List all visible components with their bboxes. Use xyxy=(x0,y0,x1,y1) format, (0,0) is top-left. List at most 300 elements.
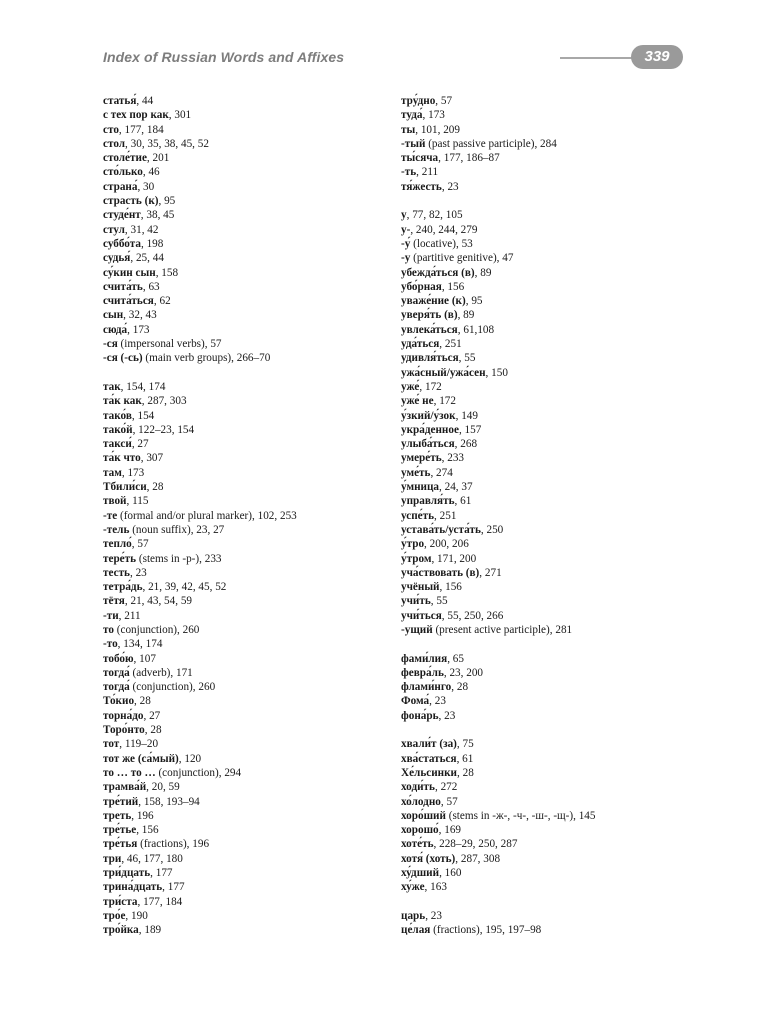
index-entry xyxy=(401,123,721,137)
entry-headword: -у xyxy=(401,252,411,265)
index-entry xyxy=(103,895,423,909)
entry-locator: (impersonal verbs), 57 xyxy=(117,338,222,351)
index-entry xyxy=(103,923,423,937)
index-entry xyxy=(103,323,423,337)
entry-headword: убежда́ться (в) xyxy=(401,266,475,279)
index-entry xyxy=(401,480,721,494)
index-entry xyxy=(103,623,423,637)
entry-headword: тро́йка xyxy=(103,924,139,937)
index-entry xyxy=(103,609,423,623)
index-entry xyxy=(103,752,423,766)
entry-headword: твой xyxy=(103,495,127,508)
index-entry xyxy=(401,251,721,265)
entry-headword: сын xyxy=(103,309,124,322)
index-entry xyxy=(401,423,721,437)
index-entry xyxy=(103,680,423,694)
entry-headword: так xyxy=(103,380,121,393)
entry-headword: То́кио xyxy=(103,695,135,708)
group-separator xyxy=(401,194,721,208)
index-entry xyxy=(401,394,721,408)
entry-headword: статья́ xyxy=(103,95,137,107)
entry-headword: тогда́ xyxy=(103,681,130,694)
entry-locator: , 211 xyxy=(118,609,141,622)
entry-headword: успе́ть xyxy=(401,509,435,522)
entry-headword: то … то … xyxy=(103,766,156,779)
entry-locator: , 55 xyxy=(430,595,448,608)
group-separator xyxy=(103,366,423,380)
entry-headword: страсть (к) xyxy=(103,195,159,208)
index-entry xyxy=(401,866,721,880)
entry-locator: , 32, 43 xyxy=(123,309,157,322)
entry-locator: (conjunction), 260 xyxy=(129,681,216,694)
index-entry xyxy=(401,666,721,680)
index-entry xyxy=(103,108,423,122)
entry-headword: трамва́й xyxy=(103,781,147,794)
index-entry xyxy=(103,337,423,351)
entry-headword: тако́в xyxy=(103,409,132,422)
entry-headword: улыба́ться xyxy=(401,438,455,451)
index-entry xyxy=(103,437,423,451)
index-entry xyxy=(103,694,423,708)
entry-locator: , 120 xyxy=(178,752,202,765)
index-entry xyxy=(401,694,721,708)
index-entry xyxy=(401,351,721,365)
entry-headword: тако́й xyxy=(103,423,133,436)
entry-headword: уча́ствовать (в) xyxy=(401,566,480,579)
index-entry xyxy=(401,923,721,937)
entry-headword: Хе́льсинки xyxy=(401,766,457,779)
entry-locator: , 57 xyxy=(131,538,149,551)
entry-locator: , 65 xyxy=(447,652,464,665)
index-entry xyxy=(401,752,721,766)
entry-headword: тя́жесть xyxy=(401,180,442,193)
entry-locator: , 28 xyxy=(451,681,469,694)
index-entry xyxy=(401,466,721,480)
entry-headword: Тбили́си xyxy=(103,481,147,494)
entry-headword: -те xyxy=(103,509,118,522)
entry-locator: , 198 xyxy=(140,237,164,250)
index-entry xyxy=(103,652,423,666)
index-entry xyxy=(401,766,721,780)
entry-locator: , 28 xyxy=(457,766,474,779)
entry-headword: ху́дший xyxy=(401,867,440,880)
entry-headword: учёный xyxy=(401,581,440,594)
entry-locator: , 23 xyxy=(438,709,456,722)
entry-headword: студе́нт xyxy=(103,209,141,222)
index-entry xyxy=(103,837,423,851)
entry-locator: , 154 xyxy=(131,409,155,422)
entry-locator: , 46 xyxy=(142,166,160,179)
entry-headword: ужа́сный/ужа́сен xyxy=(401,366,486,379)
index-entry xyxy=(103,780,423,794)
entry-locator: , 134, 174 xyxy=(117,638,163,651)
entry-headword: тот же (са́мый) xyxy=(103,752,179,765)
entry-locator: , 75 xyxy=(456,738,474,751)
entry-locator: , 95 xyxy=(158,195,176,208)
entry-locator: , 190 xyxy=(125,909,148,922)
entry-locator: , 57 xyxy=(440,795,458,808)
entry-headword: счита́ть xyxy=(103,280,143,293)
index-entry xyxy=(103,151,423,165)
entry-locator: , 63 xyxy=(142,280,160,293)
entry-headword: уда́ться xyxy=(401,338,440,351)
entry-locator: , 46, 177, 180 xyxy=(121,852,183,865)
entry-headword: тре́тий xyxy=(103,795,139,808)
index-entry xyxy=(401,237,721,251)
entry-locator: , 77, 82, 105 xyxy=(406,209,463,222)
index-entry xyxy=(103,509,423,523)
index-entry xyxy=(401,308,721,322)
entry-headword: умере́ть xyxy=(401,452,442,465)
index-entry xyxy=(103,394,423,408)
entry-headword: устава́ть/уста́ть xyxy=(401,523,481,536)
index-entry xyxy=(401,652,721,666)
index-entry xyxy=(103,180,423,194)
entry-headword: хотя́ (хоть) xyxy=(401,852,456,865)
entry-headword: три́ста xyxy=(103,895,138,908)
index-entry xyxy=(103,165,423,179)
entry-headword: -тый xyxy=(401,137,426,150)
entry-headword: три́дцать xyxy=(103,867,151,880)
entry-locator: (fractions), 195, 197–98 xyxy=(430,924,542,937)
entry-headword: ты xyxy=(401,123,416,136)
entry-locator: , 62 xyxy=(153,295,171,308)
entry-headword: судья́ xyxy=(103,252,131,265)
entry-headword: у- xyxy=(401,223,411,236)
index-entry xyxy=(103,294,423,308)
index-entry xyxy=(103,194,423,208)
entry-headword: та́к как xyxy=(103,395,142,408)
entry-locator: (noun suffix), 23, 27 xyxy=(129,523,225,536)
entry-locator: , 57 xyxy=(435,95,453,107)
entry-locator: , 30, 35, 38, 45, 52 xyxy=(125,137,209,150)
entry-locator: , 95 xyxy=(465,295,483,308)
entry-headword: февра́ль xyxy=(401,666,444,679)
entry-locator: , 55, 250, 266 xyxy=(441,609,504,622)
index-entry xyxy=(103,480,423,494)
entry-headword: тро́е xyxy=(103,909,126,922)
entry-headword: счита́ться xyxy=(103,295,154,308)
entry-headword: туда́ xyxy=(401,109,423,122)
entry-locator: , 30 xyxy=(137,180,155,193)
entry-locator: , 27 xyxy=(131,438,149,451)
entry-locator: , 274 xyxy=(430,466,453,479)
group-separator xyxy=(401,895,721,909)
entry-locator: , 23 xyxy=(129,566,147,579)
entry-headword: стол xyxy=(103,137,126,150)
index-entry xyxy=(401,451,721,465)
entry-locator: , 177 xyxy=(162,881,185,894)
index-entry xyxy=(401,380,721,394)
entry-headword: там xyxy=(103,466,122,479)
entry-headword: ху́же xyxy=(401,881,425,894)
index-entry xyxy=(401,337,721,351)
entry-locator: , 250 xyxy=(480,523,504,536)
index-entry xyxy=(401,795,721,809)
entry-locator: , 271 xyxy=(479,566,502,579)
entry-locator: , 23 xyxy=(441,180,459,193)
entry-locator: , 61 xyxy=(454,495,472,508)
index-entry xyxy=(401,108,721,122)
index-entry xyxy=(103,809,423,823)
index-entry xyxy=(103,94,423,108)
entry-headword: флами́нго xyxy=(401,681,452,694)
entry-headword: уже́ не xyxy=(401,395,434,408)
index-entry xyxy=(401,909,721,923)
entry-locator: , 119–20 xyxy=(119,738,159,751)
entry-headword: три xyxy=(103,852,122,865)
index-entry xyxy=(401,537,721,551)
index-entry xyxy=(103,594,423,608)
index-entry xyxy=(401,94,721,108)
running-header-title: Index of Russian Words and Affixes xyxy=(103,49,345,65)
entry-locator: , 251 xyxy=(434,509,457,522)
group-separator xyxy=(401,637,721,651)
index-entry xyxy=(103,737,423,751)
entry-headword: су́кин сын xyxy=(103,266,156,279)
entry-headword: торна́до xyxy=(103,709,144,722)
entry-locator: , 228–29, 250, 287 xyxy=(433,838,518,851)
entry-locator: , 25, 44 xyxy=(130,252,164,265)
entry-locator: , 201 xyxy=(146,152,170,165)
entry-locator: , 160 xyxy=(439,867,462,880)
entry-locator: , 24, 37 xyxy=(439,481,473,494)
entry-headword: та́к что xyxy=(103,452,141,465)
index-entry xyxy=(103,351,423,365)
entry-locator: , 38, 45 xyxy=(140,209,175,222)
entry-headword: тётя xyxy=(103,595,125,608)
index-entry xyxy=(401,552,721,566)
entry-locator: , 211 xyxy=(416,166,439,179)
entry-locator: , 23 xyxy=(429,695,446,708)
entry-locator: , 61,108 xyxy=(457,323,495,336)
index-entry xyxy=(401,437,721,451)
entry-headword: уме́ть xyxy=(401,466,431,479)
entry-locator: , 21, 39, 42, 45, 52 xyxy=(142,581,227,594)
entry-headword: хо́лодно xyxy=(401,795,441,808)
index-entry xyxy=(401,566,721,580)
index-entry xyxy=(103,451,423,465)
entry-headword: хоте́ть xyxy=(401,838,434,851)
entry-headword: Торо́нто xyxy=(103,724,145,737)
index-entry xyxy=(401,165,721,179)
entry-locator: (partitive genitive), 47 xyxy=(410,252,514,265)
index-entry xyxy=(103,423,423,437)
entry-headword: у́тро xyxy=(401,538,425,551)
entry-headword: с тех пор как xyxy=(103,109,169,122)
index-entry xyxy=(103,237,423,251)
index-entry xyxy=(103,866,423,880)
entry-locator: , 44 xyxy=(136,95,154,107)
index-entry xyxy=(401,580,721,594)
entry-headword: тетра́дь xyxy=(103,581,143,594)
entry-headword: тесть xyxy=(103,566,130,579)
entry-locator: (adverb), 171 xyxy=(129,666,193,679)
entry-headword: ходи́ть xyxy=(401,781,435,794)
entry-locator: , 154, 174 xyxy=(120,380,166,393)
entry-locator: , 107 xyxy=(133,652,156,665)
entry-headword: сто xyxy=(103,123,119,136)
entry-headword: страна́ xyxy=(103,180,138,193)
entry-locator: , 89 xyxy=(474,266,492,279)
entry-headword: тре́тья xyxy=(103,838,138,851)
index-entry xyxy=(401,737,721,751)
index-entry xyxy=(401,880,721,894)
index-entry xyxy=(401,208,721,222)
index-entry xyxy=(401,494,721,508)
entry-locator: , 268 xyxy=(454,438,478,451)
index-entry xyxy=(103,223,423,237)
entry-locator: (main verb groups), 266–70 xyxy=(142,352,271,365)
index-entry xyxy=(401,523,721,537)
index-entry xyxy=(103,308,423,322)
index-entry xyxy=(103,494,423,508)
index-entry xyxy=(401,623,721,637)
entry-locator: , 157 xyxy=(458,423,482,436)
entry-locator: (stems in -ж-, -ч-, -ш-, -щ-), 145 xyxy=(445,809,596,822)
index-entry xyxy=(103,880,423,894)
entry-locator: , 28 xyxy=(146,481,164,494)
entry-locator: , 27 xyxy=(143,709,161,722)
index-entry xyxy=(103,409,423,423)
entry-locator: , 200, 206 xyxy=(424,538,469,551)
entry-headword: управля́ть xyxy=(401,495,455,508)
entry-headword: такси́ xyxy=(103,438,132,451)
entry-locator: , 233 xyxy=(441,452,465,465)
entry-locator: , 287, 308 xyxy=(455,852,501,865)
entry-locator: , 20, 59 xyxy=(146,781,180,794)
index-entry xyxy=(103,637,423,651)
entry-headword: -ущий xyxy=(401,623,433,636)
entry-headword: Фома́ xyxy=(401,695,430,708)
entry-locator: , 177, 184 xyxy=(118,123,164,136)
entry-locator: , 189 xyxy=(138,924,162,937)
entry-headword: хвали́т (за) xyxy=(401,738,457,751)
entry-headword: у xyxy=(401,209,407,222)
index-entry xyxy=(401,280,721,294)
entry-locator: (fractions), 196 xyxy=(137,838,210,851)
index-entry xyxy=(103,280,423,294)
index-entry xyxy=(103,766,423,780)
header-rule xyxy=(560,57,640,59)
index-entry xyxy=(103,537,423,551)
index-column-right xyxy=(401,94,721,938)
entry-locator: , 156 xyxy=(439,581,462,594)
entry-locator: , 173 xyxy=(127,323,150,336)
index-entry xyxy=(103,709,423,723)
entry-locator: , 89 xyxy=(457,309,475,322)
entry-locator: , 163 xyxy=(424,881,447,894)
index-entry xyxy=(401,823,721,837)
index-entry xyxy=(103,123,423,137)
entry-locator: , 172 xyxy=(433,395,456,408)
entry-headword: сто́лько xyxy=(103,166,143,179)
entry-headword: хорошо́ xyxy=(401,824,439,837)
entry-headword: учи́ться xyxy=(401,609,442,622)
index-entry xyxy=(103,852,423,866)
entry-locator: (stems in -р-), 233 xyxy=(136,552,222,565)
index-entry xyxy=(103,723,423,737)
entry-headword: тепло́ xyxy=(103,538,132,551)
entry-headword: уверя́ть (в) xyxy=(401,309,458,322)
index-entry xyxy=(103,208,423,222)
group-separator xyxy=(401,723,721,737)
entry-headword: сюда́ xyxy=(103,323,128,336)
entry-locator: , 177, 186–87 xyxy=(438,152,500,165)
entry-headword: -тель xyxy=(103,523,130,536)
entry-headword: стул xyxy=(103,223,125,236)
entry-headword: удивля́ться xyxy=(401,352,459,365)
index-entry xyxy=(103,909,426,923)
entry-headword: хва́статься xyxy=(401,752,457,765)
index-entry xyxy=(401,837,721,851)
entry-locator: , 31, 42 xyxy=(124,223,159,236)
index-entry xyxy=(401,151,721,165)
entry-locator: , 23 xyxy=(425,909,442,922)
index-entry xyxy=(401,409,721,423)
entry-locator: , 158 xyxy=(155,266,179,279)
index-entry xyxy=(103,552,423,566)
entry-headword: ты́сяча xyxy=(401,152,439,165)
entry-locator: , 23, 200 xyxy=(443,666,484,679)
entry-headword: тобо́ю xyxy=(103,652,134,665)
entry-headword: -ся xyxy=(103,338,118,351)
entry-headword: уже́ xyxy=(401,380,420,393)
entry-locator: (present active participle), 281 xyxy=(432,623,573,636)
entry-headword: у́зкий/у́зок xyxy=(401,409,456,422)
entry-locator: , 150 xyxy=(485,366,508,379)
entry-locator: , 28 xyxy=(144,724,162,737)
entry-headword: суббо́та xyxy=(103,237,141,250)
entry-locator: , 173 xyxy=(422,109,445,122)
entry-locator: , 122–23, 154 xyxy=(132,423,195,436)
index-entry xyxy=(401,294,721,308)
entry-headword: тот xyxy=(103,738,120,751)
entry-headword: царь xyxy=(401,909,426,922)
entry-headword: учи́ть xyxy=(401,595,431,608)
entry-headword: -ти xyxy=(103,609,119,622)
entry-headword: то xyxy=(103,623,114,636)
index-entry xyxy=(103,137,426,151)
index-entry xyxy=(103,251,423,265)
index-entry xyxy=(401,509,721,523)
index-entry xyxy=(401,609,721,623)
index-entry xyxy=(401,266,721,280)
entry-locator: , 61 xyxy=(456,752,474,765)
entry-locator: , 149 xyxy=(455,409,478,422)
entry-headword: увлека́ться xyxy=(401,323,458,336)
index-entry xyxy=(401,223,721,237)
entry-headword: тере́ть xyxy=(103,552,137,565)
entry-headword: у́тром xyxy=(401,552,432,565)
entry-headword: тре́тье xyxy=(103,824,137,837)
entry-headword: хоро́ший xyxy=(401,809,446,822)
entry-headword: столе́тие xyxy=(103,152,147,165)
entry-locator: , 251 xyxy=(439,338,462,351)
index-entry xyxy=(401,180,721,194)
entry-locator: (past passive participle), 284 xyxy=(425,137,557,150)
entry-locator: , 272 xyxy=(434,781,458,794)
index-entry xyxy=(103,580,423,594)
entry-headword: укра́денное xyxy=(401,423,459,436)
entry-headword: -ть xyxy=(401,166,417,179)
entry-locator: , 101, 209 xyxy=(415,123,460,136)
entry-locator: , 177, 184 xyxy=(137,895,183,908)
index-entry xyxy=(401,709,721,723)
entry-headword: фона́рь xyxy=(401,709,439,722)
page-number-badge: 339 xyxy=(631,45,683,69)
entry-headword: трина́дцать xyxy=(103,881,163,894)
